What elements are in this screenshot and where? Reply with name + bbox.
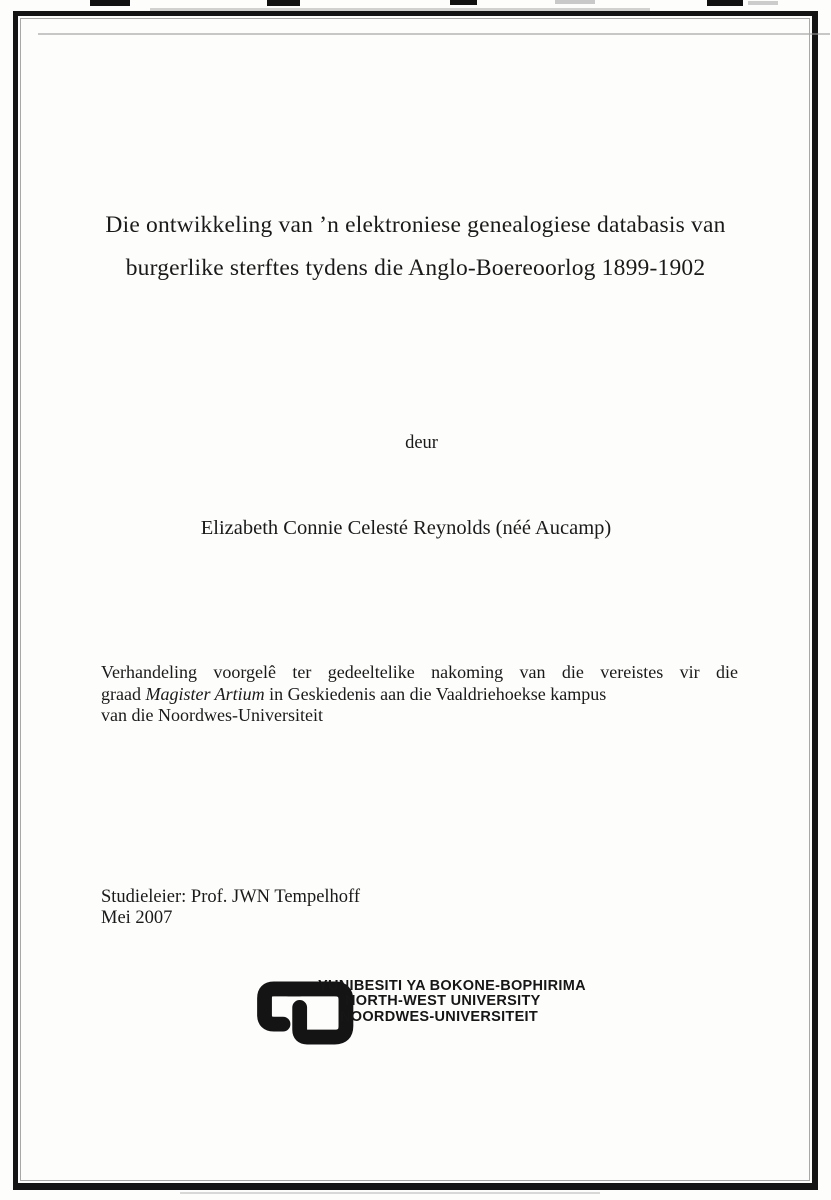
scan-artifact: [748, 1, 778, 5]
byline-deur: deur: [405, 433, 438, 453]
logo-line-setswana: YUNIBESITI YA BOKONE-BOPHIRIMA: [318, 978, 586, 994]
submission-line2: [101, 684, 738, 706]
submission-line3: van die Noordwes-Universiteit: [101, 705, 323, 725]
supervisor-line: Studieleier: Prof. JWN Tempelhoff: [101, 887, 361, 907]
north-west-university-logo: [257, 974, 587, 1054]
submission-statement: [101, 662, 738, 727]
scan-artifact: [180, 1192, 600, 1194]
scan-artifact: [707, 0, 743, 6]
submission-line1: Verhandeling voorgelê ter gedeeltelike nakoming van die vereistes vir die: [101, 662, 738, 682]
submission-line2-prefix: graad: [101, 683, 146, 704]
scan-artifact: [555, 0, 595, 4]
submission-line2-suffix: in Geskiedenis aan die Vaaldriehoekse kampus: [264, 683, 607, 704]
degree-name-italic: Magister Artium: [145, 683, 265, 704]
logo-line-english: NORTH-WEST UNIVERSITY: [345, 993, 541, 1010]
thesis-title-line2: burgerlike sterftes tydens die Anglo-Boereoorlog 1899-1902: [125, 255, 706, 281]
logo-line-afrikaans: NOORDWES-UNIVERSITEIT: [340, 1008, 539, 1025]
thesis-title: [0, 204, 831, 290]
date-line: Mei 2007: [101, 908, 173, 928]
scan-artifact: [267, 0, 300, 6]
author-name: Elizabeth Connie Celesté Reynolds (néé Aucamp): [200, 517, 612, 539]
scan-artifact: [90, 0, 130, 6]
scan-artifact: [450, 0, 477, 5]
thesis-title-line1: Die ontwikkeling van ’n elektroniese genealogiese databasis van: [105, 212, 726, 238]
supervisor-block: [101, 887, 360, 929]
scan-ghost-line: [38, 33, 830, 35]
nwu-logo-text: [318, 979, 586, 1025]
